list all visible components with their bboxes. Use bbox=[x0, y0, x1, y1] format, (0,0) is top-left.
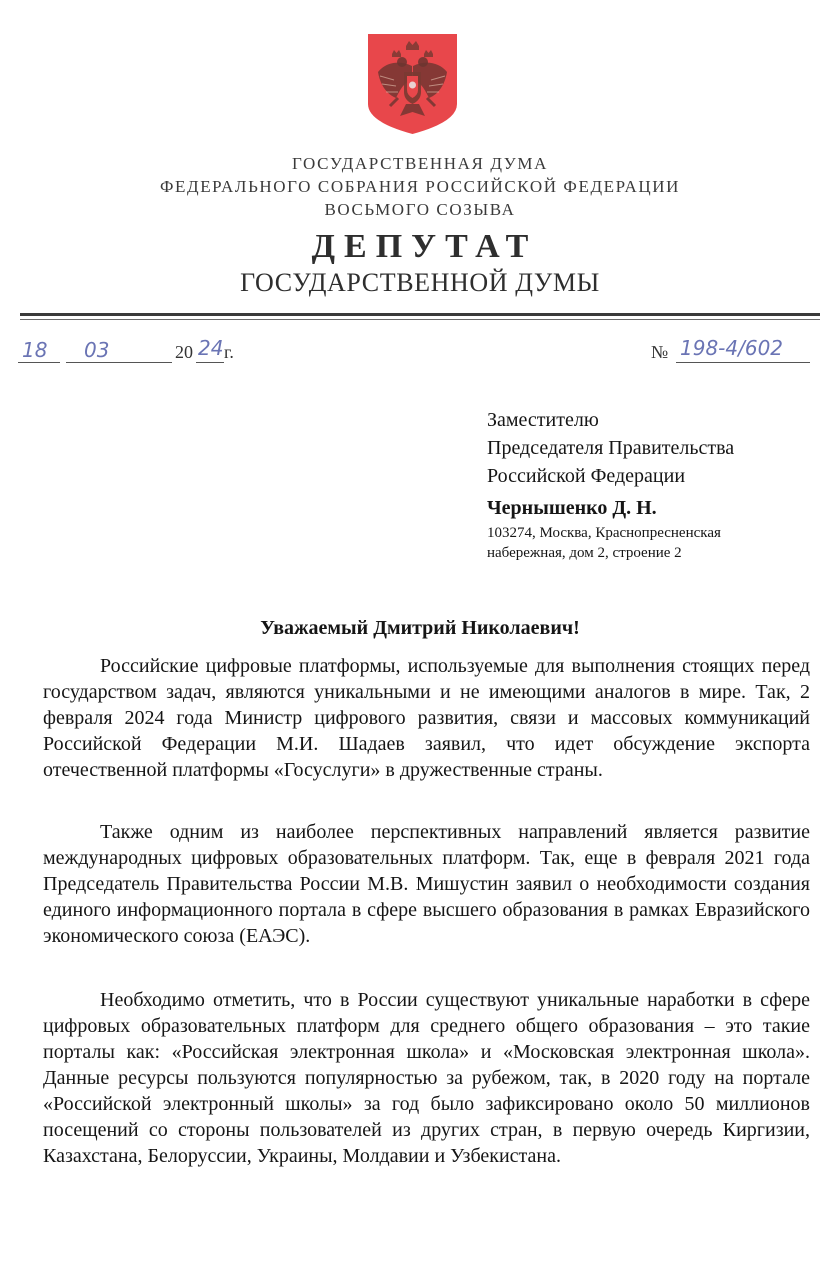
body-paragraph-3: Необходимо отметить, что в России существуют уникальные наработки в сфере цифровых образовательных платформ для среднего общего образования – это такие порталы как: «Российская электронная школа» и «Московская электронная школа». Данные ресурсы пользуются популярностью за рубежом, так, в 2020 году на портале «Российской электронный школы» за год было зафиксировано около 50 миллионов посещений со стороны пользователей из других стран, в первую очередь Киргизии, Казахстана, Белоруссии, Украины, Молдавии и Узбекистана. bbox=[43, 989, 810, 1167]
body-paragraph-1: Российские цифровые платформы, используемые для выполнения стоящих перед государством задач, являются уникальными и не имеющими аналогов в мире. Так, 2 февраля 2024 года Министр цифрового развития, связи и массовых коммуникаций Российской Федерации М.И. Шадаев заявил, что идет обсуждение экспорта отечественной платформы «Госуслуги» в дружественные страны. bbox=[43, 655, 810, 781]
coat-of-arms-icon bbox=[366, 32, 459, 135]
number-label: № bbox=[651, 342, 669, 362]
date-month: 03 bbox=[84, 338, 110, 362]
date-year-suffix: 24 bbox=[198, 336, 224, 360]
salutation: Уважаемый Дмитрий Николаевич! bbox=[260, 617, 580, 639]
addressee-block bbox=[487, 406, 734, 490]
number-underline bbox=[676, 362, 810, 363]
addressee-postal-address bbox=[487, 523, 721, 563]
addressee-line-1: Заместителю bbox=[487, 409, 599, 431]
date-year-prefix: 20 bbox=[175, 342, 193, 362]
date-year-underline bbox=[196, 362, 224, 363]
date-day-underline bbox=[18, 362, 60, 363]
date-year-unit: г. bbox=[224, 342, 234, 362]
header-convocation: ВОСЬМОГО СОЗЫВА bbox=[324, 200, 516, 219]
body-paragraph-2: Также одним из наиболее перспективных направлений является развитие международных цифровых образовательных платформ. Так, еще в февраля 2021 года Председатель Правительства России М.В. Мишустин заявил о необходимости создания единого информационного портала в сфере высшего образования в рамках Евразийского экономического союза (ЕАЭС). bbox=[43, 821, 810, 947]
date-month-underline bbox=[66, 362, 172, 363]
header-deputy: ДЕПУТАТ bbox=[311, 228, 538, 265]
addressee-name: Чернышенко Д. Н. bbox=[487, 497, 657, 519]
header-duma-title: ГОСУДАРСТВЕННАЯ ДУМА bbox=[292, 154, 548, 173]
addressee-line-3: Российской Федерации bbox=[487, 465, 686, 487]
date-day: 18 bbox=[22, 338, 48, 362]
postal-line-1: 103274, Москва, Краснопресненская bbox=[487, 525, 721, 541]
header-rule-thick bbox=[20, 313, 820, 316]
header-federal-assembly: ФЕДЕРАЛЬНОГО СОБРАНИЯ РОССИЙСКОЙ ФЕДЕРАЦИИ bbox=[159, 177, 681, 196]
header-state-duma: ГОСУДАРСТВЕННОЙ ДУМЫ bbox=[240, 268, 600, 297]
header-rule-thin bbox=[20, 319, 820, 320]
addressee-line-2: Председателя Правительства bbox=[487, 437, 735, 459]
number-value: 198-4/602 bbox=[680, 336, 784, 360]
postal-line-2: набережная, дом 2, строение 2 bbox=[487, 545, 682, 561]
